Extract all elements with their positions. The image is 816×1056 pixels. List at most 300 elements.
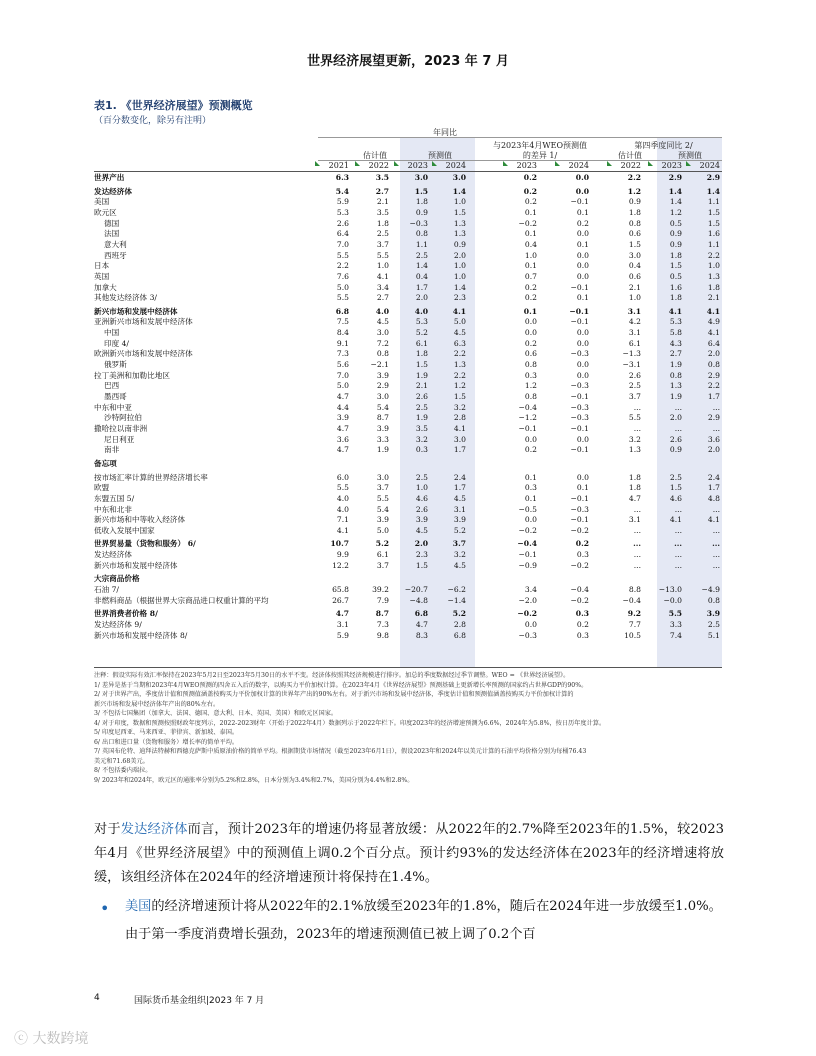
- cell-value: 3.2: [453, 550, 466, 560]
- cell-value: 1.8: [628, 472, 641, 482]
- table-title: 表1. 《世界经济展望》预测概览: [94, 99, 253, 112]
- cell-value: 0.0: [524, 515, 537, 525]
- cell-value: 6.4: [336, 229, 349, 239]
- cell-value: −0.9: [518, 560, 537, 570]
- cell-value: 1.8: [376, 218, 389, 228]
- paragraph-advanced-economies: [94, 818, 724, 890]
- cell-value: 65.8: [332, 585, 349, 595]
- cell-value: 3.1: [453, 504, 466, 514]
- header-projection: 预测值: [428, 151, 452, 160]
- cell-value: 6.8: [453, 630, 466, 640]
- cell-value: 2.9: [706, 173, 720, 182]
- header-marker-icon: [648, 161, 653, 166]
- cell-value: 7.7: [628, 620, 641, 629]
- cell-value: 2.6: [415, 392, 428, 401]
- cell-value: 1.9: [669, 392, 682, 401]
- table-row: [94, 283, 722, 293]
- cell-value: 0.3: [524, 370, 537, 380]
- cell-value: −0.2: [518, 218, 537, 228]
- cell-value: 9.8: [376, 630, 389, 640]
- cell-value: 0.2: [523, 173, 537, 182]
- cell-value: 0.1: [576, 239, 589, 249]
- cell-value: −0.3: [409, 218, 428, 228]
- cell-value: 2.9: [376, 381, 389, 391]
- cell-value: 0.7: [524, 271, 537, 281]
- table-row: [94, 219, 722, 229]
- cell-value: ...: [633, 539, 641, 549]
- cell-value: 4.0: [336, 504, 349, 514]
- cell-value: 0.4: [524, 239, 537, 249]
- cell-value: 1.7: [453, 483, 466, 493]
- cell-value: 0.0: [576, 370, 589, 380]
- cell-value: 4.7: [336, 392, 349, 401]
- cell-value: −0.2: [570, 595, 589, 605]
- cell-value: −4.8: [409, 595, 428, 605]
- year-header: 2021: [328, 161, 349, 170]
- cell-value: 2.0: [707, 349, 720, 359]
- cell-value: 0.8: [669, 370, 682, 380]
- cell-value: 0.5: [669, 271, 682, 281]
- cell-value: 4.5: [376, 317, 389, 327]
- note-line: 美元和71.68美元。: [94, 757, 149, 765]
- cell-value: 0.4: [628, 261, 641, 271]
- cell-value: 4.8: [707, 493, 720, 503]
- cell-value: ...: [674, 550, 682, 560]
- note-line: 8/ 不包括委内瑞拉。: [94, 767, 152, 774]
- cell-value: 7.0: [336, 370, 349, 380]
- cell-value: ...: [633, 402, 641, 412]
- cell-value: 2.0: [414, 539, 428, 549]
- cell-value: −0.4: [622, 595, 641, 605]
- year-header: 2023: [407, 161, 428, 170]
- cell-value: −0.1: [570, 282, 589, 292]
- cell-value: 0.1: [523, 306, 537, 316]
- table-row: [94, 187, 722, 197]
- cell-value: −0.0: [663, 595, 682, 605]
- cell-value: 5.3: [669, 317, 682, 327]
- cell-value: 5.5: [376, 250, 389, 260]
- cell-value: 1.5: [414, 186, 428, 196]
- row-label: 发达经济体: [94, 550, 132, 560]
- cell-value: 1.0: [415, 483, 428, 493]
- cell-value: 2.6: [628, 370, 641, 380]
- p1-post: 而言，预计2023年的增速仍将显著放缓：从2022年的2.7%降至2023年的1.5%，较2023年4月《世界经济展望》中的预测值上调0.2个百分点。预计约93%的发达经济体在2023年的经济增速将放缓，该组经济体在2024年的经济增速预计将保持在1.4%。: [94, 822, 725, 885]
- row-label: 意大利: [104, 239, 127, 249]
- cell-value: 1.7: [453, 445, 466, 455]
- cell-value: −0.1: [570, 445, 589, 455]
- cell-value: 0.9: [628, 197, 641, 207]
- cell-value: 5.4: [376, 504, 389, 514]
- cell-value: −0.3: [518, 630, 537, 640]
- cell-value: 3.6: [707, 434, 720, 444]
- cell-value: 0.3: [576, 630, 589, 640]
- cell-value: 0.1: [576, 483, 589, 493]
- header-marker-icon: [555, 161, 560, 166]
- cell-value: 2.2: [336, 261, 349, 271]
- watermark-text: 大数跨境: [32, 1031, 89, 1047]
- row-label: 美国: [94, 197, 110, 207]
- cell-value: 2.7: [669, 349, 682, 359]
- paragraph-united-states: [125, 893, 723, 949]
- bullet-term: 美国: [125, 899, 152, 914]
- cell-value: 2.6: [669, 434, 682, 444]
- row-label: 其他发达经济体 3/: [94, 293, 157, 303]
- row-label: 拉丁美洲和加勒比地区: [94, 370, 170, 380]
- row-label: 新兴市场和中等收入经济体: [94, 515, 186, 525]
- cell-value: 1.0: [453, 271, 466, 281]
- cell-value: 3.1: [627, 306, 641, 316]
- cell-value: 1.8: [628, 207, 641, 217]
- cell-value: 2.2: [627, 173, 641, 182]
- cell-value: 2.5: [707, 620, 720, 629]
- cell-value: 0.2: [524, 282, 537, 292]
- cell-value: −0.2: [570, 525, 589, 535]
- cell-value: 0.0: [575, 173, 589, 182]
- cell-value: 3.2: [628, 434, 641, 444]
- note-line: 5/ 印度尼西亚、马来西亚、菲律宾、新加坡、泰国。: [94, 729, 239, 736]
- cell-value: 3.9: [415, 515, 428, 525]
- cell-value: −0.4: [517, 539, 537, 549]
- cell-value: 1.7: [707, 392, 720, 401]
- cell-value: 4.6: [415, 493, 428, 503]
- cell-value: −0.1: [518, 423, 537, 433]
- cell-value: 5.3: [415, 317, 428, 327]
- cell-value: 0.2: [524, 197, 537, 207]
- cell-value: −0.3: [570, 413, 589, 423]
- cell-value: 4.0: [336, 493, 349, 503]
- cell-value: 1.5: [707, 218, 720, 228]
- cell-value: 1.5: [628, 239, 641, 249]
- cell-value: ...: [674, 560, 682, 570]
- header-marker-icon: [607, 161, 612, 166]
- cell-value: 4.0: [375, 306, 389, 316]
- cell-value: ...: [712, 550, 720, 560]
- cell-value: 0.0: [576, 250, 589, 260]
- cell-value: 0.1: [576, 207, 589, 217]
- cell-value: 5.0: [336, 282, 349, 292]
- cell-value: 0.5: [669, 218, 682, 228]
- table-row: [94, 293, 722, 303]
- cell-value: 1.4: [669, 197, 682, 207]
- cell-value: −0.1: [518, 550, 537, 560]
- row-label: 南非: [104, 445, 120, 455]
- table-row: [94, 197, 722, 207]
- cell-value: 2.5: [669, 472, 682, 482]
- cell-value: −0.1: [570, 197, 589, 207]
- cell-value: 0.2: [576, 218, 589, 228]
- table-row: [94, 317, 722, 327]
- cell-value: 0.0: [576, 271, 589, 281]
- cell-value: −0.4: [518, 402, 537, 412]
- cell-value: 5.5: [628, 413, 641, 423]
- table-row: [94, 371, 722, 381]
- table-row: [94, 505, 722, 515]
- cell-value: 3.0: [414, 173, 428, 182]
- cell-value: 1.5: [415, 360, 428, 370]
- row-label: 法国: [104, 229, 120, 239]
- header-marker-icon: [355, 161, 360, 166]
- group-diff-header-2: 的差异 1/: [522, 151, 558, 160]
- cell-value: 5.0: [376, 525, 389, 535]
- table-notes: [94, 671, 722, 785]
- cell-value: 1.4: [453, 282, 466, 292]
- row-label: 西班牙: [104, 250, 127, 260]
- cell-value: 2.3: [453, 293, 466, 303]
- row-label: 新兴市场和发展中经济体 8/: [94, 630, 188, 640]
- cell-value: 5.2: [452, 609, 466, 619]
- cell-value: 2.5: [415, 402, 428, 412]
- cell-value: 2.9: [668, 173, 682, 182]
- cell-value: 0.3: [415, 445, 428, 455]
- cell-value: 0.8: [707, 595, 720, 605]
- row-label: 巴西: [104, 381, 120, 391]
- cell-value: 5.9: [336, 197, 349, 207]
- cell-value: 2.9: [707, 413, 720, 423]
- cell-value: 2.5: [628, 381, 641, 391]
- cell-value: 2.5: [415, 250, 428, 260]
- cell-value: 3.0: [453, 434, 466, 444]
- page-number: 4: [94, 993, 100, 1003]
- row-label: 日本: [94, 261, 110, 271]
- p1-pre: 对于: [94, 822, 121, 837]
- cell-value: 0.9: [453, 239, 466, 249]
- row-label: 世界贸易量（货物和服务） 6/: [94, 539, 196, 549]
- row-label: 非燃料商品（根据世界大宗商品进口权重计算的平均: [94, 595, 269, 605]
- cell-value: ...: [712, 402, 720, 412]
- cell-value: 12.2: [332, 560, 349, 570]
- cell-value: 1.8: [415, 197, 428, 207]
- cell-value: 2.0: [415, 293, 428, 303]
- table-row: [94, 585, 722, 595]
- cell-value: ...: [633, 560, 641, 570]
- cell-value: 6.1: [628, 338, 641, 348]
- cell-value: 0.3: [575, 609, 589, 619]
- table-subtitle: （百分数变化，除另有注明）: [94, 116, 212, 126]
- cell-value: 1.0: [628, 293, 641, 303]
- cell-value: 5.5: [336, 250, 349, 260]
- cell-value: ...: [674, 504, 682, 514]
- cell-value: 0.0: [575, 186, 589, 196]
- cell-value: 6.3: [335, 173, 349, 182]
- row-label: 石油 7/: [94, 585, 119, 595]
- year-header: 2023: [516, 161, 537, 170]
- cell-value: ...: [674, 539, 682, 549]
- cell-value: 4.1: [453, 423, 466, 433]
- cell-value: −0.5: [518, 504, 537, 514]
- cell-value: 1.9: [376, 445, 389, 455]
- cell-value: 10.5: [624, 630, 641, 640]
- cell-value: 1.8: [707, 282, 720, 292]
- cell-value: 2.4: [453, 472, 466, 482]
- header-marker-icon: [686, 161, 691, 166]
- table-row: [94, 328, 722, 338]
- cell-value: 5.8: [669, 328, 682, 338]
- cell-value: 0.1: [524, 207, 537, 217]
- cell-value: 3.9: [376, 515, 389, 525]
- cell-value: 3.7: [376, 239, 389, 249]
- cell-value: 0.3: [524, 483, 537, 493]
- rule: [94, 667, 722, 668]
- cell-value: 4.2: [628, 317, 641, 327]
- cell-value: 7.1: [336, 515, 349, 525]
- cell-value: 2.8: [453, 620, 466, 629]
- table-row: [94, 473, 722, 483]
- cell-value: 5.0: [453, 317, 466, 327]
- cell-value: 3.0: [376, 392, 389, 401]
- cell-value: 8.7: [375, 609, 389, 619]
- cell-value: 6.3: [453, 338, 466, 348]
- cell-value: 1.5: [707, 207, 720, 217]
- table-row: [94, 435, 722, 445]
- row-label: 德国: [104, 218, 120, 228]
- cell-value: −0.1: [569, 306, 589, 316]
- cell-value: 1.3: [453, 218, 466, 228]
- cell-value: 0.1: [524, 229, 537, 239]
- table-row: [94, 173, 722, 183]
- cell-value: 1.1: [707, 239, 720, 249]
- cell-value: 0.9: [415, 207, 428, 217]
- p1-term: 发达经济体: [120, 822, 188, 837]
- cell-value: −1.2: [518, 413, 537, 423]
- cell-value: ...: [712, 539, 720, 549]
- cell-value: 3.4: [524, 585, 537, 595]
- cell-value: 0.4: [415, 271, 428, 281]
- cell-value: 3.7: [376, 560, 389, 570]
- cell-value: 1.4: [668, 186, 682, 196]
- cell-value: 0.0: [576, 229, 589, 239]
- cell-value: ...: [712, 504, 720, 514]
- cell-value: 4.7: [335, 609, 349, 619]
- year-header: 2023: [661, 161, 682, 170]
- table-row: [94, 574, 722, 584]
- cell-value: −1.4: [447, 595, 466, 605]
- cell-value: 2.6: [336, 218, 349, 228]
- row-label: 英国: [94, 271, 110, 281]
- cell-value: ...: [712, 525, 720, 535]
- cell-value: 0.0: [576, 360, 589, 370]
- cell-value: 3.4: [376, 282, 389, 292]
- cell-value: 4.1: [376, 271, 389, 281]
- table-row: [94, 261, 722, 271]
- cell-value: 2.1: [415, 381, 428, 391]
- cell-value: 2.3: [415, 550, 428, 560]
- cell-value: −0.1: [570, 515, 589, 525]
- cell-value: 1.2: [669, 207, 682, 217]
- cell-value: 2.6: [415, 504, 428, 514]
- cell-value: −2.1: [370, 360, 389, 370]
- year-header: 2022: [620, 161, 641, 170]
- cell-value: ...: [633, 550, 641, 560]
- row-label: 中国: [104, 328, 120, 338]
- note-line: 新兴市场和发展中经济体年产出的80%左右。: [94, 700, 220, 708]
- table-row: [94, 526, 722, 536]
- cell-value: 5.2: [453, 525, 466, 535]
- row-label: 墨西哥: [104, 392, 127, 401]
- cell-value: 1.0: [707, 261, 720, 271]
- cell-value: 0.2: [524, 293, 537, 303]
- table-row: [94, 208, 722, 218]
- cell-value: −13.0: [658, 585, 682, 595]
- cell-value: 1.2: [627, 186, 641, 196]
- table-row: [94, 620, 722, 630]
- cell-value: 1.3: [453, 229, 466, 239]
- cell-value: 4.1: [707, 515, 720, 525]
- row-label: 按市场汇率计算的世界经济增长率: [94, 472, 208, 482]
- cell-value: −0.3: [570, 504, 589, 514]
- cell-value: −0.1: [570, 317, 589, 327]
- cell-value: 4.1: [336, 525, 349, 535]
- cell-value: 0.0: [576, 434, 589, 444]
- table-row: [94, 240, 722, 250]
- cell-value: 0.9: [669, 239, 682, 249]
- cell-value: 0.2: [524, 338, 537, 348]
- cell-value: 10.7: [330, 539, 349, 549]
- table-row: [94, 349, 722, 359]
- cell-value: 1.3: [628, 445, 641, 455]
- cell-value: 0.1: [524, 493, 537, 503]
- header-projection-q4: 预测值: [678, 151, 702, 160]
- cell-value: 1.8: [628, 483, 641, 493]
- note-line: 2/ 对于世界产出，季度估计值和预测值涵盖按购买力平价加权计算的世界年产出的90%左右。对于新兴市场和发展中经济体，季度估计值和预测值涵盖按购买力平价加权计算的: [94, 691, 574, 698]
- cell-value: −20.7: [404, 585, 428, 595]
- cell-value: 0.8: [415, 229, 428, 239]
- cell-value: 1.4: [415, 261, 428, 271]
- cell-value: 0.8: [524, 392, 537, 401]
- row-label: 欧洲新兴市场和发展中经济体: [94, 349, 193, 359]
- row-label: 世界消费者价格 8/: [94, 609, 158, 619]
- cell-value: −0.4: [570, 585, 589, 595]
- cell-value: 7.3: [376, 620, 389, 629]
- cell-value: 3.3: [669, 620, 682, 629]
- cell-value: 1.3: [669, 381, 682, 391]
- table-row: [94, 424, 722, 434]
- year-header: 2024: [445, 161, 466, 170]
- row-label: 大宗商品价格: [94, 574, 140, 584]
- cell-value: 0.9: [669, 445, 682, 455]
- cell-value: 3.1: [628, 515, 641, 525]
- table-row: [94, 381, 722, 391]
- cell-value: 2.5: [415, 472, 428, 482]
- cell-value: 2.1: [376, 197, 389, 207]
- cell-value: 5.4: [376, 402, 389, 412]
- cell-value: 1.9: [669, 360, 682, 370]
- cell-value: 3.0: [376, 328, 389, 338]
- cell-value: 39.2: [372, 585, 389, 595]
- cell-value: 1.6: [669, 282, 682, 292]
- rule: [318, 137, 722, 138]
- table-row: [94, 445, 722, 455]
- note-line: 注释：假设实际有效汇率保持在2023年5月2日至2023年5月30日的水平不变。经济体按照其经济规模进行排序。加总的季度数据经过季节调整。WEO = 《世界经济展望》。: [94, 672, 570, 679]
- header-marker-icon: [394, 161, 399, 166]
- cell-value: 4.7: [336, 423, 349, 433]
- cell-value: 3.5: [375, 173, 389, 182]
- row-label: 撒哈拉以南非洲: [94, 423, 148, 433]
- cell-value: 1.0: [376, 261, 389, 271]
- cell-value: ...: [633, 504, 641, 514]
- page-header: 世界经济展望更新，2023 年 7 月: [307, 54, 509, 69]
- row-label: 新兴市场和发展中经济体: [94, 560, 178, 570]
- cell-value: 0.1: [524, 261, 537, 271]
- cell-value: 7.9: [376, 595, 389, 605]
- header-marker-icon: [503, 161, 508, 166]
- cell-value: −0.2: [517, 609, 537, 619]
- watermark: ⓒ 大数跨境: [14, 1031, 89, 1047]
- cell-value: 1.3: [453, 360, 466, 370]
- cell-value: 3.0: [376, 472, 389, 482]
- cell-value: 6.0: [336, 472, 349, 482]
- cell-value: 2.7: [375, 186, 389, 196]
- cell-value: 26.7: [332, 595, 349, 605]
